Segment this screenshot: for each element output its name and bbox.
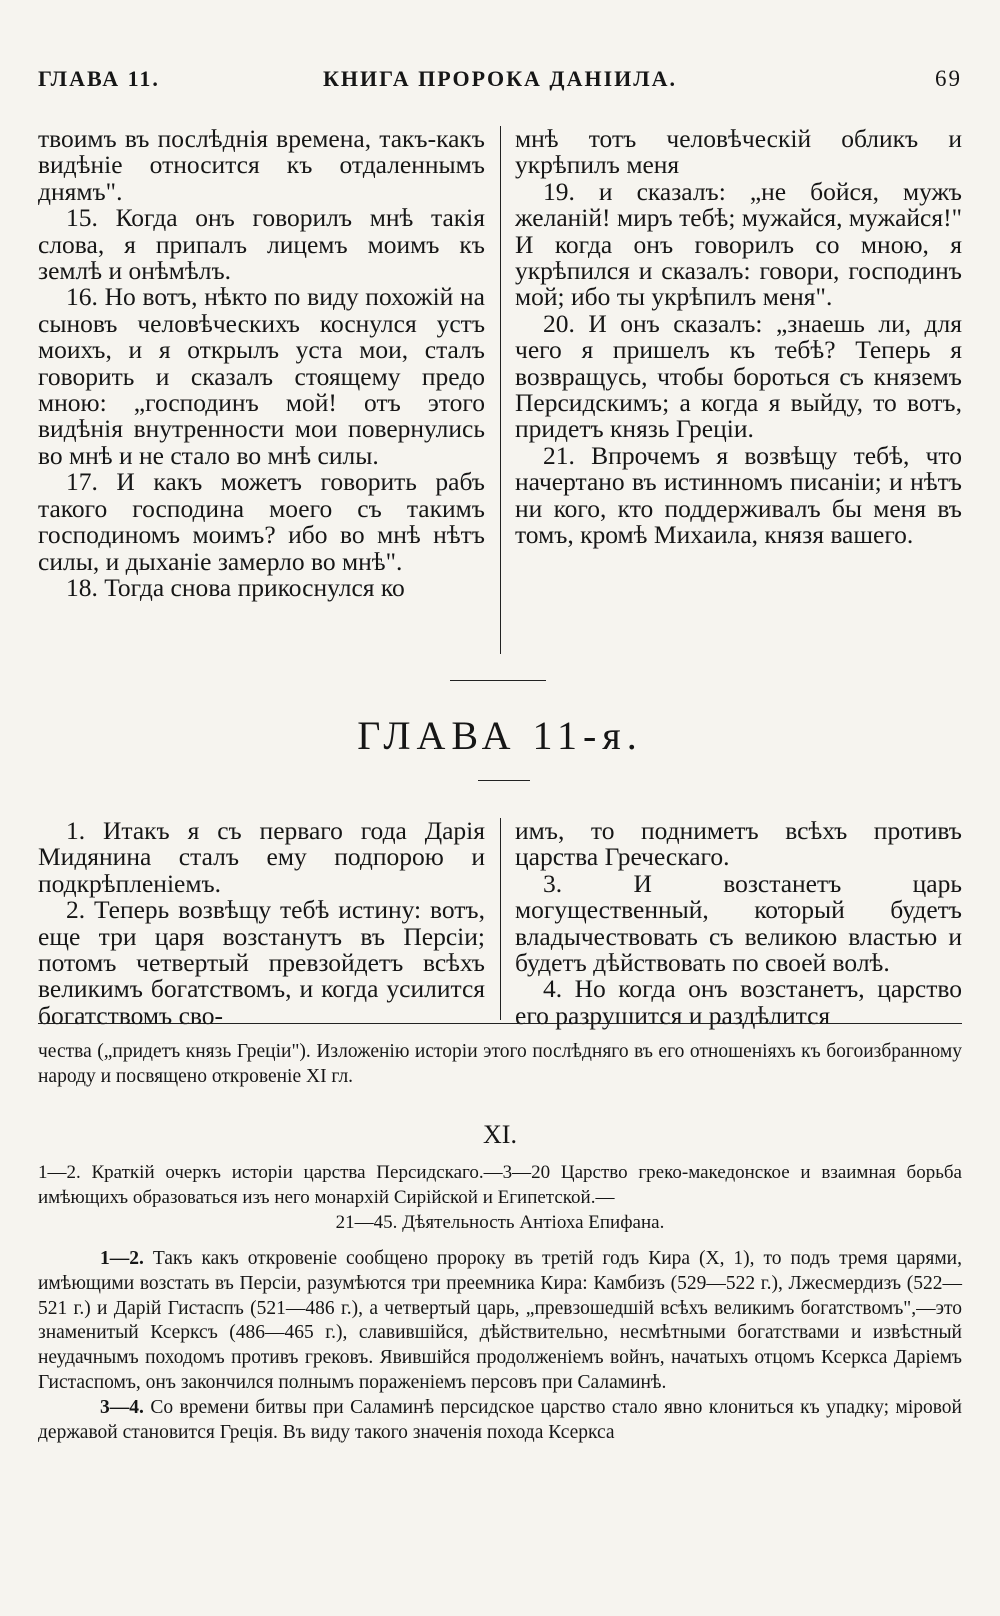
commentary-body — [38, 1247, 962, 1445]
top-left-column — [38, 126, 485, 654]
verse-paragraph: мнѣ тотъ человѣческій обликъ и укрѣпилъ меня — [515, 124, 962, 180]
header-book-title: КНИГА ПРОРОКА ДАНІИЛА. — [322, 66, 678, 91]
header-chapter: ГЛАВА 11. — [38, 66, 160, 91]
verse-paragraph: 17. И какъ можетъ говорить рабъ такого господина моего съ такимъ господиномъ моимъ? ибо во мнѣ нѣтъ силы, и дыханіе замерло во мнѣ". — [38, 467, 485, 576]
commentary-paragraph — [38, 1247, 962, 1396]
column-divider — [500, 126, 501, 654]
commentary-intro — [38, 1040, 962, 1090]
verse-paragraph: имъ, то подниметъ всѣхъ противъ царства Греческаго. — [515, 816, 962, 872]
commentary-paragraph: чества („придетъ князь Греціи"). Изложенію исторіи этого послѣдняго въ его отношеніяхъ къ богоизбранному народу и посвящено откровеніе XI гл. — [38, 1041, 962, 1087]
commentary-section-number: XI. — [483, 1120, 517, 1149]
top-right-column — [515, 126, 962, 654]
summary-line: 21—45. Дѣятельность Антіоха Епифана. — [335, 1212, 665, 1233]
chapter-left-column — [38, 816, 485, 1030]
verse-paragraph: твоимъ въ послѣднія времена, такъ-какъ видѣніе относится къ отдаленнымъ днямъ". — [38, 124, 485, 206]
footnote-divider — [38, 1023, 962, 1024]
summary-line: 1—2. Краткій очеркъ исторіи царства Персидскаго.—3—20 Царство греко-македонское и взаимная борьба имѣющихъ образоваться изъ него монархій Сирійской и Египетской.— — [38, 1162, 962, 1208]
chapter-summary — [38, 1160, 962, 1235]
chapter-text-columns — [38, 816, 962, 1030]
verse-paragraph: 3. И возстанетъ царь могущественный, который будетъ владычествовать съ великою властью и будетъ дѣйствовать по своей волѣ. — [515, 868, 962, 978]
chapter-heading: ГЛАВА 11-я. — [357, 713, 643, 758]
column-divider — [500, 818, 501, 1020]
verse-paragraph: 21. Впрочемъ я возвѣщу тебѣ, что начертано въ истинномъ писаніи; и нѣтъ ни кого, кто поддерживалъ бы меня въ томъ, кромѣ Михаила, князя вашего. — [515, 440, 962, 550]
verse-paragraph: 20. И онъ сказалъ: „знаешь ли, для чего я пришелъ къ тебѣ? Теперь я возвращусь, чтобы бороться съ княземъ Персидскимъ; а когда я выйду, то вотъ, придетъ князь Греціи. — [515, 308, 962, 444]
commentary-text: Со времени битвы при Саламинѣ персидское царство стало явно клониться къ упадку; міровой державой становится Греція. Въ виду такого значенія похода Ксеркса — [38, 1396, 962, 1443]
commentary-paragraph — [38, 1396, 962, 1446]
page-number: 69 — [935, 66, 962, 91]
top-text-columns — [38, 126, 962, 654]
verse-paragraph: 18. Тогда снова прикоснулся ко — [66, 572, 405, 602]
verse-paragraph: 4. Но когда онъ возстанетъ, царство его разрушится и раздѣлится — [515, 974, 962, 1030]
verse-range: 1—2. — [100, 1248, 144, 1269]
verse-paragraph: 15. Когда онъ говорилъ мнѣ такія слова, я припалъ лицемъ моимъ къ землѣ и онѣмѣлъ. — [38, 203, 485, 286]
commentary-text: Такъ какъ откровеніе сообщено пророку въ третій годъ Кира (X, 1), то подъ тремя царями, имѣющими возстать въ Персіи, разумѣются три преемника Кира: Камбизъ (529—522 г.), Лжесмердизъ (522—521 г.) и Дарій Гистаспъ (521—486 г.), а четвертый царь, „превзошедшій всѣхъ великимъ богатствомъ",—это знаменитый Ксерксъ (486—465 г.), славившійся, дѣйствительно, несмѣтными богатствами и извѣстный неудачнымъ походомъ противъ грековъ. Явившійся продолженіемъ войнъ, начатыхъ отцомъ Ксеркса Даріемъ Гистаспомъ, онъ закончился полнымъ пораженіемъ персовъ при Саламинѣ. — [38, 1248, 962, 1393]
section-divider — [450, 680, 546, 681]
section-divider — [478, 780, 530, 781]
verse-paragraph: 19. и сказалъ: „не бойся, мужъ желаній! миръ тебѣ; мужайся, мужайся!" И когда онъ говорилъ со мною, я укрѣпился и сказалъ: говори, господинъ мой; ибо ты укрѣпилъ меня". — [515, 176, 962, 312]
verse-paragraph: 1. Итакъ я съ перваго года Дарія Мидянина сталъ ему подпорою и подкрѣпленіемъ. — [38, 816, 485, 898]
verse-range: 3—4. — [100, 1396, 144, 1418]
verse-paragraph: 2. Теперь возвѣщу тебѣ истину: вотъ, еще три царя возстанутъ въ Персіи; потомъ четвертый превзойдетъ всѣхъ великимъ богатствомъ, и когда усилится богатствомъ сво- — [38, 895, 485, 1030]
chapter-right-column — [515, 816, 962, 1030]
verse-paragraph: 16. Но вотъ, нѣкто по виду похожій на сыновъ человѣческихъ коснулся устъ моихъ, и я открылъ уста мои, сталъ говорить и сказалъ стоящему предо мною: „господинъ мой! отъ этого видѣнія внутренности мои повернулись во мнѣ и не стало во мнѣ силы. — [38, 282, 485, 470]
running-header — [38, 66, 962, 96]
